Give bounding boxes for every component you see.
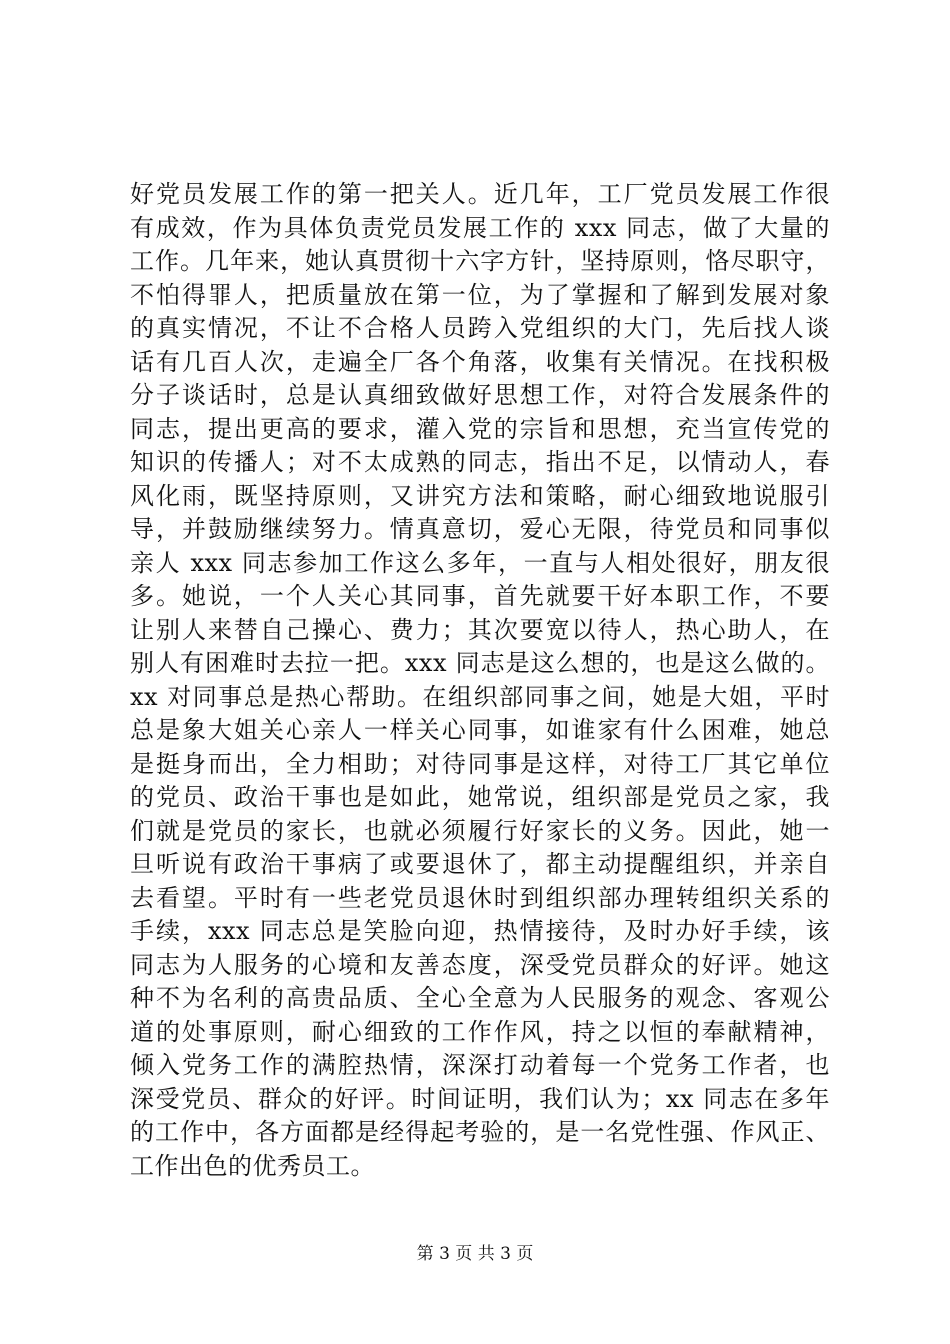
text-line: 好党员发展工作的第一把关人。近几年，工厂党员发展工作很 [130, 180, 830, 208]
text-line: 手续，xxx 同志总是笑脸向迎，热情接待，及时办好手续，该 [130, 917, 830, 945]
text-line: 话有几百人次，走遍全厂各个角落，收集有关情况。在找积极 [130, 347, 830, 376]
text-line: 工作出色的优秀员工。 [130, 1151, 375, 1180]
text-line: 种不为名利的高贵品质、全心全意为人民服务的观念、客观公 [130, 984, 830, 1012]
text-line: 深受党员、群众的好评。时间证明，我们认为；xx 同志在多年 [130, 1084, 830, 1113]
text-line: 不怕得罪人，把质量放在第一位，为了掌握和了解到发展对象 [130, 280, 830, 309]
text-line: 工作。几年来，她认真贯彻十六字方针，坚持原则，恪尽职守， [130, 247, 830, 275]
text-line: 分子谈话时，总是认真细致做好思想工作，对符合发展条件的 [130, 381, 830, 409]
page-number: 第 3 页 共 3 页 [416, 1244, 534, 1264]
text-line: 们就是党员的家长，也就必须履行好家长的义务。因此，她一 [130, 816, 830, 845]
body-text [130, 178, 830, 1183]
page-footer [0, 1244, 950, 1264]
text-line: 的真实情况，不让不合格人员跨入党组织的大门，先后找人谈 [130, 314, 830, 342]
text-line: 同志为人服务的心境和友善态度，深受党员群众的好评。她这 [130, 950, 830, 979]
text-line: 同志，提出更高的要求，灌入党的宗旨和思想，充当宣传党的 [130, 414, 830, 443]
text-line: 风化雨，既坚持原则，又讲究方法和策略，耐心细致地说服引 [130, 481, 830, 510]
text-line: 多。她说，一个人关心其同事，首先就要干好本职工作，不要 [130, 582, 830, 610]
text-line: 道的处事原则，耐心细致的工作作风，持之以恒的奉献精神， [130, 1017, 830, 1046]
text-line: 有成效，作为具体负责党员发展工作的 xxx 同志，做了大量的 [130, 213, 830, 242]
text-line: 亲人 xxx 同志参加工作这么多年，一直与人相处很好，朋友很 [130, 548, 830, 577]
text-line: 去看望。平时有一些老党员退休时到组织部办理转组织关系的 [130, 883, 830, 912]
text-line: 别人有困难时去拉一把。xxx 同志是这么想的，也是这么做的。 [130, 649, 830, 677]
text-line: 倾入党务工作的满腔热情，深深打动着每一个党务工作者，也 [130, 1051, 830, 1079]
text-line: 总是象大姐关心亲人一样关心同事，如谁家有什么困难，她总 [130, 716, 830, 744]
text-line: 知识的传播人；对不太成熟的同志，指出不足，以情动人，春 [130, 448, 830, 476]
text-line: xx 对同事总是热心帮助。在组织部同事之间，她是大姐，平时 [130, 682, 830, 711]
text-line: 旦听说有政治干事病了或要退休了，都主动提醒组织，并亲自 [130, 850, 830, 878]
text-line: 让别人来替自己操心、费力；其次要宽以待人，热心助人，在 [130, 615, 830, 644]
text-line: 导，并鼓励继续努力。情真意切，爱心无限，待党员和同事似 [130, 515, 830, 543]
text-line: 的党员、政治干事也是如此，她常说，组织部是党员之家，我 [130, 783, 830, 811]
text-line: 的工作中，各方面都是经得起考验的，是一名党性强、作风正、 [130, 1118, 830, 1146]
text-line: 是挺身而出，全力相助；对待同事是这样，对待工厂其它单位 [130, 749, 830, 778]
